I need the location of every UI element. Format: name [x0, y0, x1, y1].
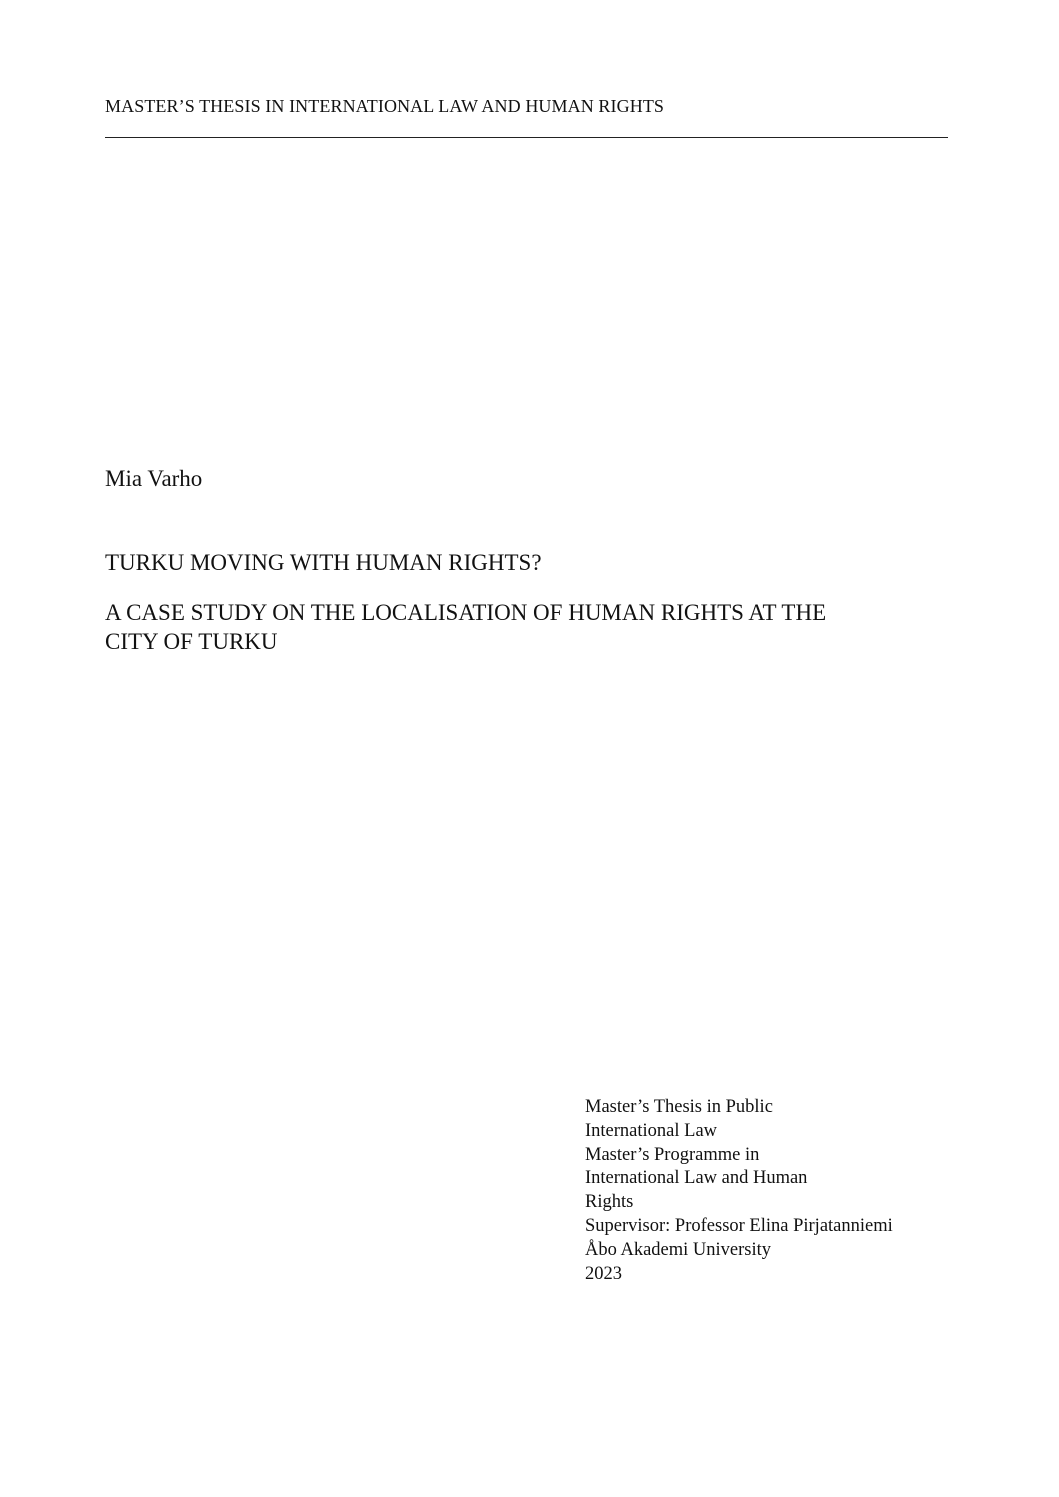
header-title: MASTER’S THESIS IN INTERNATIONAL LAW AND HUMAN RIGHTS — [105, 96, 665, 116]
subtitle-line: CITY OF TURKU — [105, 629, 278, 654]
subtitle-line: A CASE STUDY ON THE LOCALISATION OF HUMAN RIGHTS AT THE — [105, 600, 827, 625]
university-line: Åbo Akademi University — [585, 1239, 772, 1260]
thesis-title: TURKU MOVING WITH HUMAN RIGHTS? — [105, 550, 542, 575]
year-line: 2023 — [585, 1263, 622, 1284]
supervisor-line: Supervisor: Professor Elina Pirjatanniemi — [585, 1215, 893, 1236]
details-line: Rights — [585, 1192, 634, 1213]
header-divider — [105, 137, 948, 138]
details-line: International Law and Human — [585, 1168, 808, 1189]
thesis-details — [585, 1096, 955, 1286]
details-line: Master’s Thesis in Public — [585, 1097, 773, 1117]
details-line: Master’s Programme in — [585, 1144, 760, 1165]
details-line: International Law — [585, 1120, 718, 1141]
thesis-subtitle — [105, 598, 945, 656]
author-name: Mia Varho — [105, 466, 203, 491]
